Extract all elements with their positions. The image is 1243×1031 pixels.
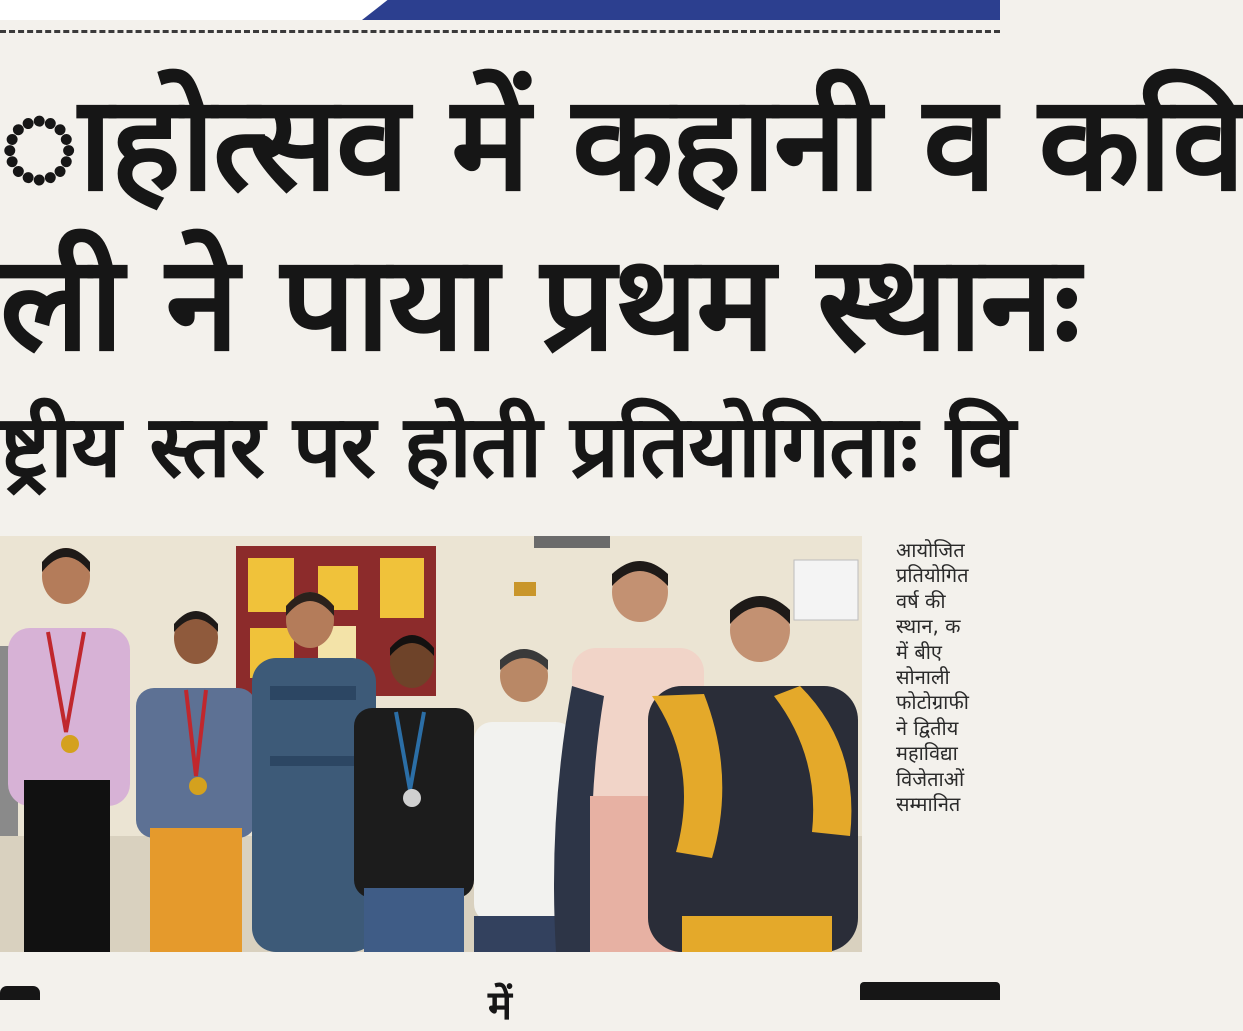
dashed-divider — [0, 30, 1000, 33]
group-photo-illustration — [0, 536, 862, 952]
article-line: ने द्वितीय — [896, 715, 959, 740]
article-line: सम्मानित — [896, 792, 961, 817]
cut-off-glyph — [860, 982, 1000, 1000]
next-headline-strip — [0, 962, 1000, 1029]
article-line: सोनाली — [896, 665, 950, 690]
subheadline: ष्ट्रीय स्तर पर होती प्रतियोगिताः वि — [0, 397, 1015, 497]
next-headline-fragment: में — [488, 983, 512, 1029]
article-line: फोटोग्राफी — [896, 690, 969, 715]
group-photo — [0, 536, 862, 952]
headline-line-2: ली ने पाया प्रथम स्थानः — [0, 227, 1079, 381]
top-band-blue-strip — [362, 0, 1000, 20]
article-line: वर्ष की — [896, 588, 946, 613]
cut-off-glyph — [0, 986, 40, 1000]
article-side-column — [896, 538, 1000, 938]
article-line: प्रतियोगित — [896, 563, 969, 588]
article-line: विजेताओं — [896, 766, 965, 791]
article-line: महाविद्या — [896, 741, 958, 766]
article-line: में बीए — [896, 639, 942, 664]
top-color-band — [0, 0, 1000, 20]
headline-line-1: ाहोत्सव में कहानी व कवि — [0, 67, 1243, 221]
article-line: स्थान, क — [896, 614, 961, 639]
article-line: आयोजित — [896, 538, 965, 562]
